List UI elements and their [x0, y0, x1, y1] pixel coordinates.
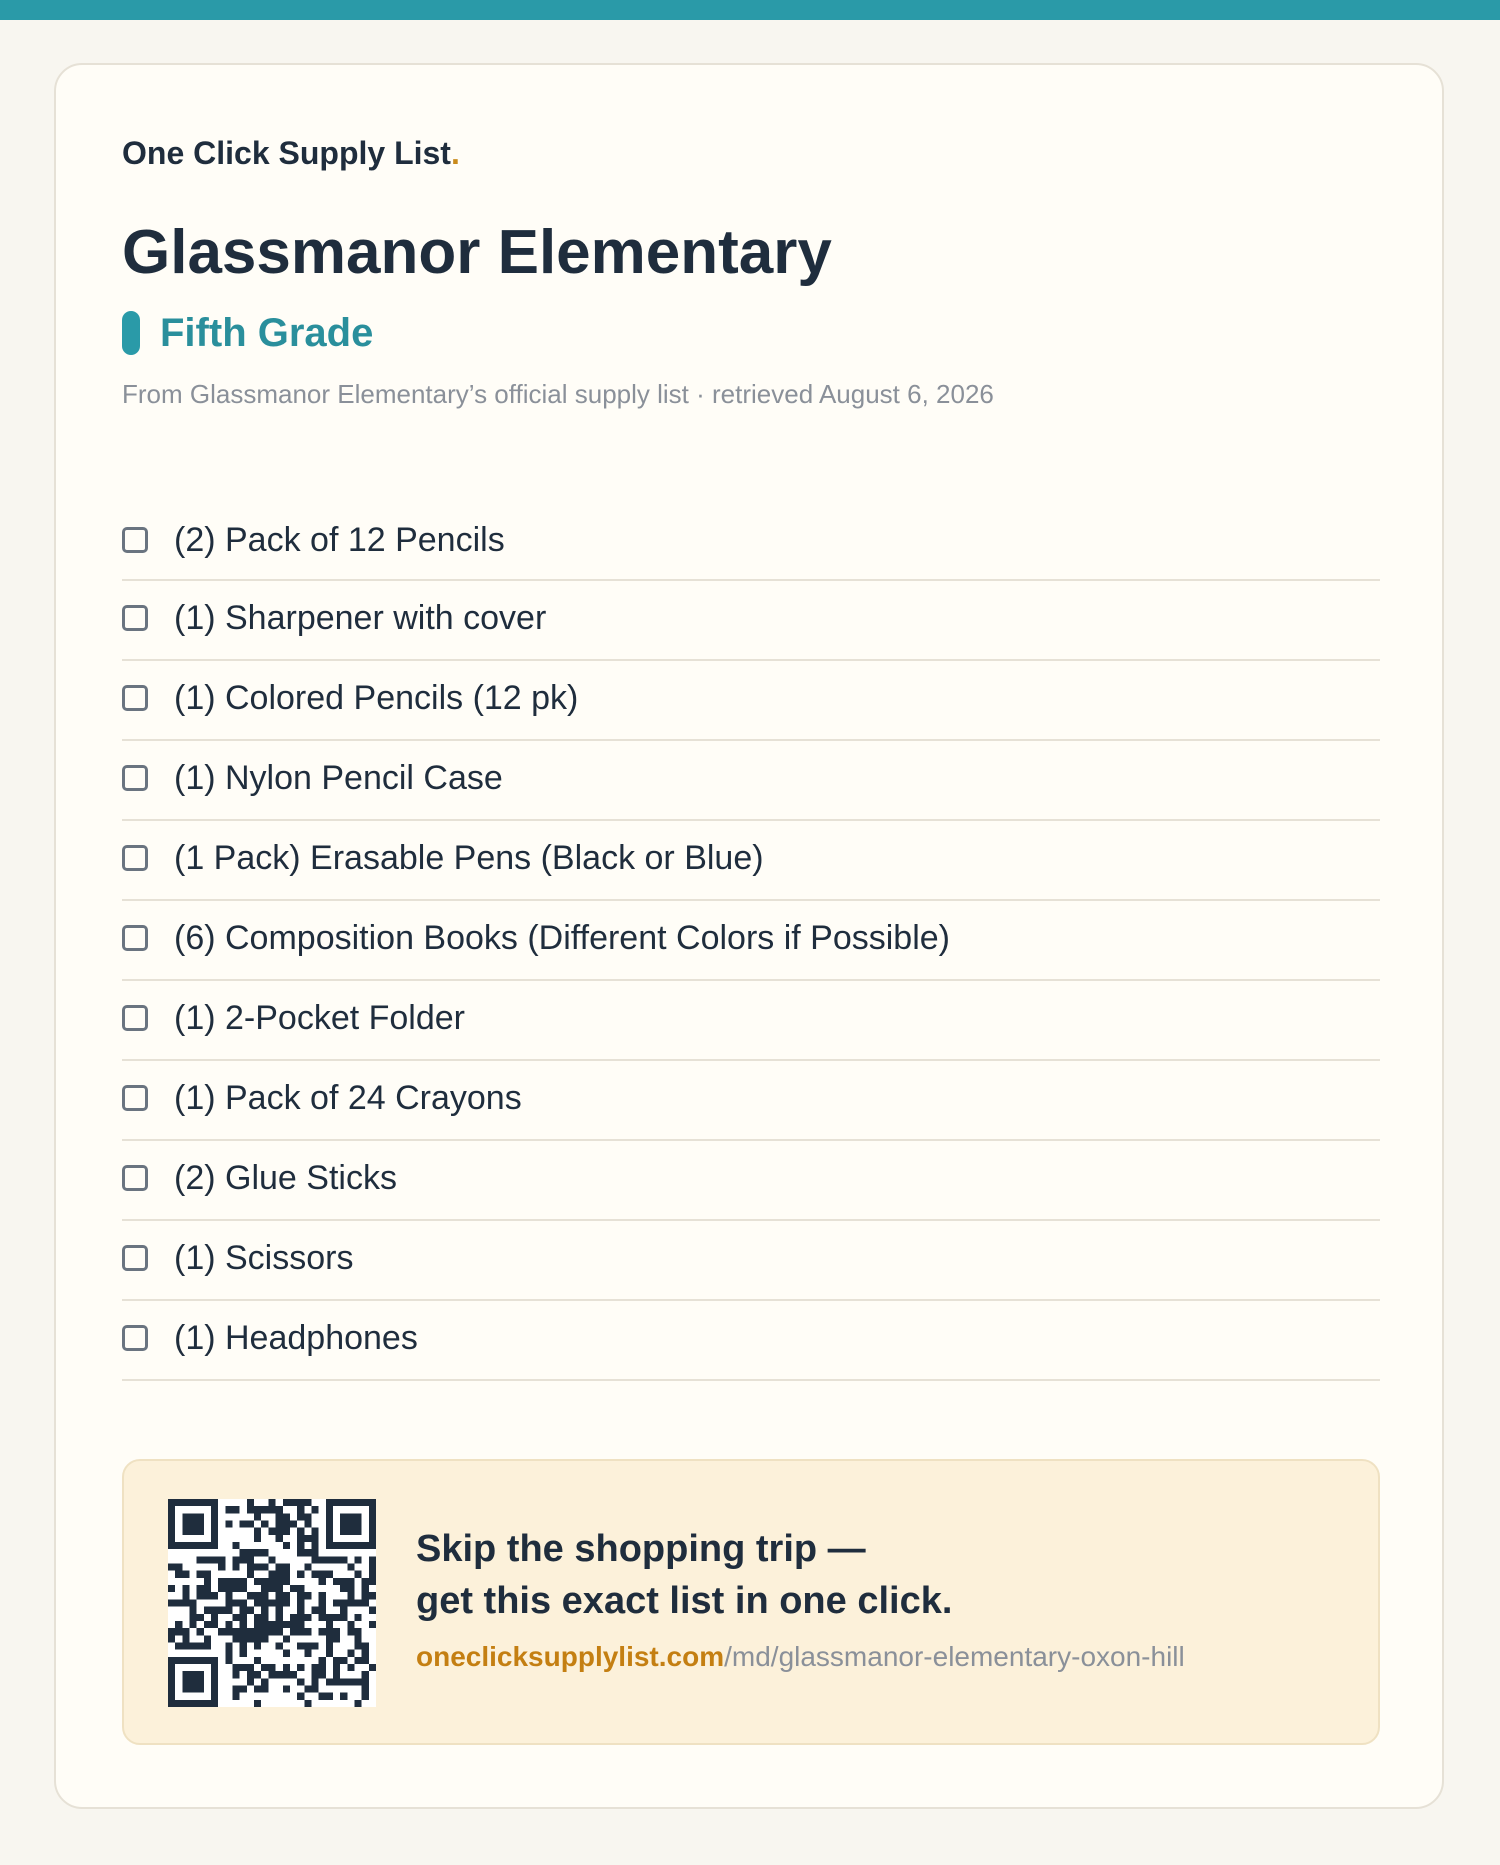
grade-label: Fifth Grade — [160, 310, 374, 355]
top-accent-bar — [0, 0, 1500, 20]
item-label: (1) Colored Pencils (12 pk) — [174, 678, 579, 717]
promo-box — [122, 1459, 1380, 1745]
list-item[interactable] — [122, 581, 1380, 661]
checkbox-icon[interactable] — [122, 527, 148, 553]
supply-list-card — [54, 63, 1444, 1809]
grade-heading — [122, 309, 373, 357]
checkbox-icon[interactable] — [122, 685, 148, 711]
checkbox-icon[interactable] — [122, 765, 148, 791]
list-item[interactable] — [122, 661, 1380, 741]
list-item[interactable] — [122, 821, 1380, 901]
qr-code-icon[interactable] — [168, 1499, 376, 1707]
promo-headline-line1: Skip the shopping trip — — [416, 1528, 866, 1570]
list-item[interactable] — [122, 741, 1380, 821]
brand-name: One Click Supply List — [122, 135, 451, 171]
checkbox-icon[interactable] — [122, 1085, 148, 1111]
checkbox-icon[interactable] — [122, 925, 148, 951]
brand-logo — [122, 135, 460, 172]
grade-accent-bar — [122, 311, 140, 355]
brand-dot: . — [450, 135, 460, 171]
list-item[interactable] — [122, 505, 1380, 581]
item-label: (6) Composition Books (Different Colors if Possible) — [174, 918, 950, 957]
promo-link[interactable] — [416, 1641, 1185, 1673]
checkbox-icon[interactable] — [122, 1165, 148, 1191]
item-label: (1 Pack) Erasable Pens (Black or Blue) — [174, 838, 764, 877]
item-label: (1) Pack of 24 Crayons — [174, 1078, 522, 1117]
promo-link-path[interactable]: /md/glassmanor-elementary-oxon-hill — [724, 1641, 1185, 1672]
list-item[interactable] — [122, 1141, 1380, 1221]
item-label: (1) Headphones — [174, 1318, 418, 1357]
item-label: (1) Nylon Pencil Case — [174, 758, 503, 797]
promo-link-domain[interactable]: oneclicksupplylist.com — [416, 1641, 725, 1672]
list-item[interactable] — [122, 981, 1380, 1061]
item-label: (1) Sharpener with cover — [174, 598, 547, 637]
list-item[interactable] — [122, 1301, 1380, 1381]
supply-list — [122, 505, 1380, 1381]
source-note: From Glassmanor Elementary’s official supply list · retrieved August 6, 2026 — [122, 379, 994, 409]
checkbox-icon[interactable] — [122, 1005, 148, 1031]
checkbox-icon[interactable] — [122, 605, 148, 631]
promo-headline-line2: get this exact list in one click. — [416, 1580, 953, 1622]
checkbox-icon[interactable] — [122, 845, 148, 871]
item-label: (1) Scissors — [174, 1238, 354, 1277]
list-item[interactable] — [122, 901, 1380, 981]
item-label: (2) Pack of 12 Pencils — [174, 520, 505, 559]
checkbox-icon[interactable] — [122, 1245, 148, 1271]
item-label: (2) Glue Sticks — [174, 1158, 397, 1197]
list-item[interactable] — [122, 1061, 1380, 1141]
checkbox-icon[interactable] — [122, 1325, 148, 1351]
item-label: (1) 2-Pocket Folder — [174, 998, 465, 1037]
promo-text — [416, 1523, 1185, 1673]
school-name: Glassmanor Elementary — [122, 218, 832, 287]
list-item[interactable] — [122, 1221, 1380, 1301]
